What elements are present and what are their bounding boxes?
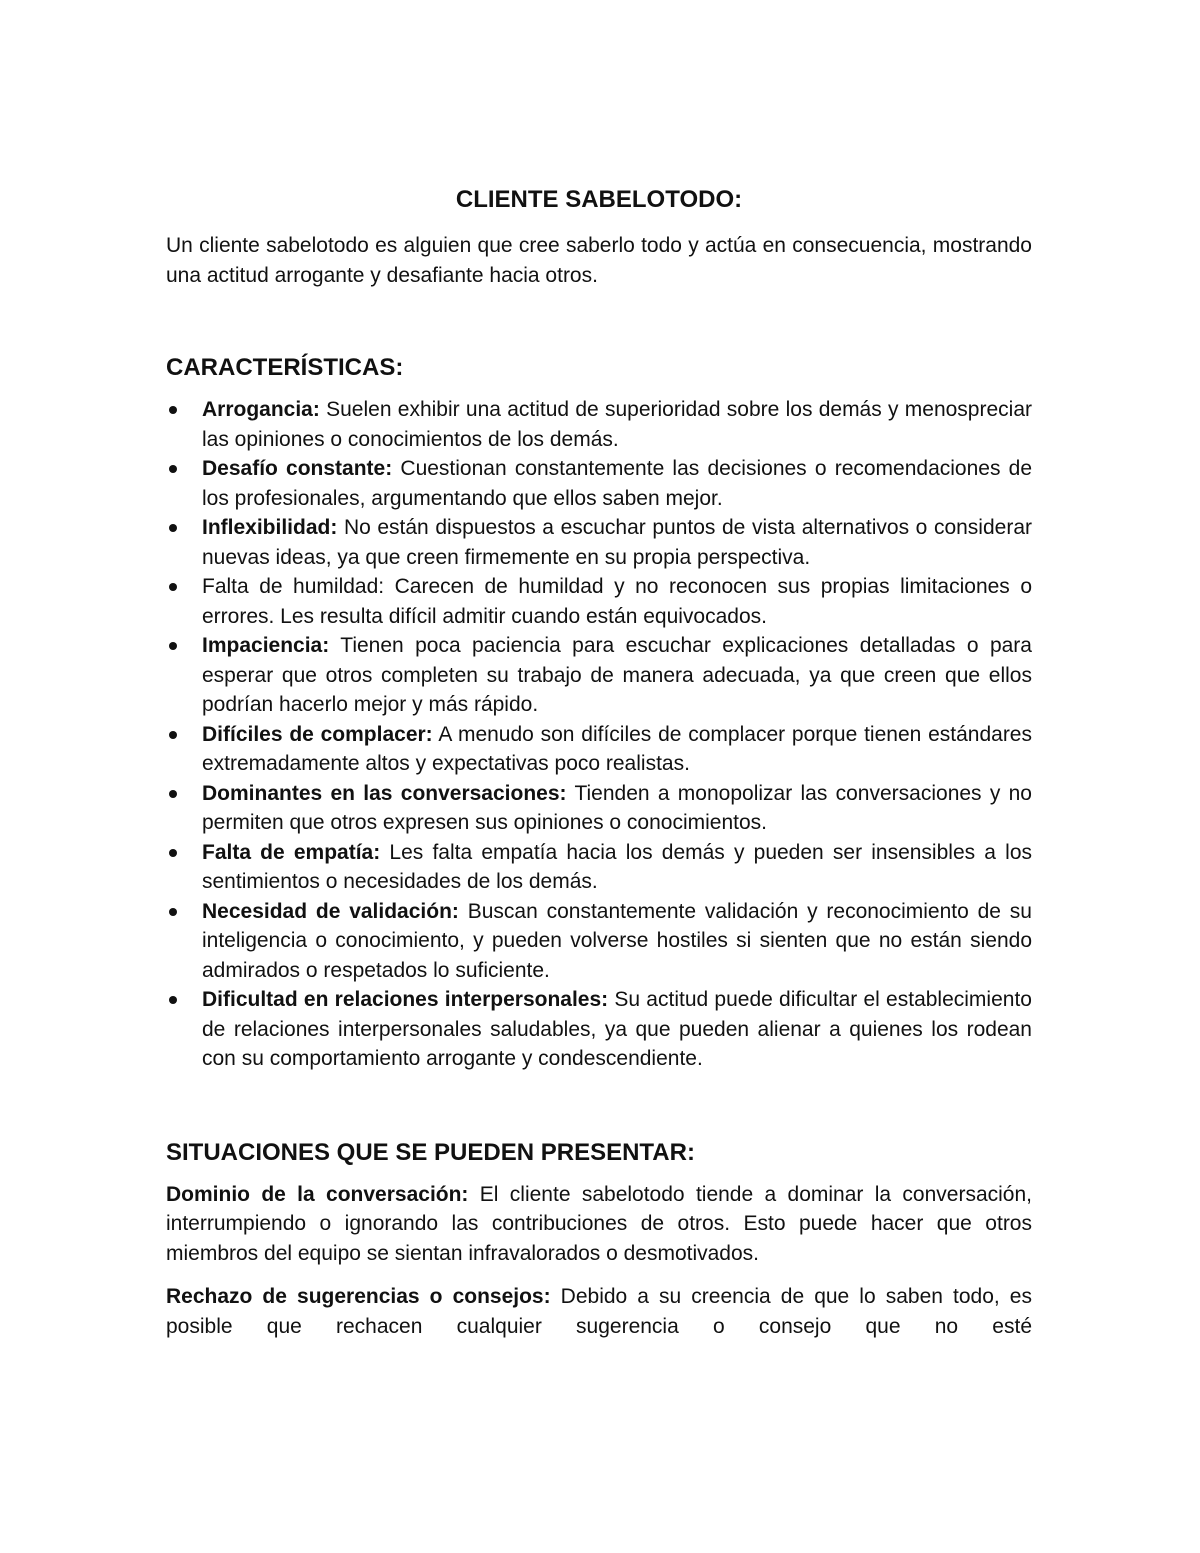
list-item — [166, 720, 1032, 779]
bullet-icon — [169, 406, 177, 414]
list-item — [166, 838, 1032, 897]
bullet-icon — [169, 908, 177, 916]
item-text: No están dispuestos a escuchar puntos de vista alternativos o considerar nuevas ideas, ya que creen firmemente en su propia perspectiva. — [202, 516, 1032, 569]
item-text: Cuestionan constantemente las decisiones o recomendaciones de los profesionales, argumentando que ellos saben mejor. — [202, 457, 1032, 510]
characteristics-heading: CARACTERÍSTICAS: — [166, 354, 404, 381]
list-item — [166, 897, 1032, 986]
list-item — [166, 572, 1032, 631]
item-text: Falta de humildad: Carecen de humildad y no reconocen sus propias limitaciones o errores. Les resulta difícil admitir cuando están equivocados. — [202, 575, 1032, 628]
list-item — [166, 779, 1032, 838]
list-item — [166, 985, 1032, 1074]
bullet-icon — [169, 465, 177, 473]
item-text: Tienden a monopolizar las conversaciones y no permiten que otros expresen sus opiniones o conocimientos. — [202, 781, 1032, 834]
item-term: Necesidad de validación: — [202, 899, 459, 923]
bullet-icon — [169, 790, 177, 798]
item-term: Impaciencia: — [202, 634, 330, 657]
bullet-icon — [169, 524, 177, 532]
situation-paragraph — [166, 1180, 1032, 1269]
bullet-icon — [169, 731, 177, 739]
item-text: Suelen exhibir una actitud de superioridad sobre los demás y menospreciar las opiniones o conocimientos de los demás. — [202, 398, 1032, 451]
bullet-icon — [169, 583, 177, 591]
list-item — [166, 631, 1032, 720]
characteristics-list — [166, 395, 1032, 1074]
list-item — [166, 395, 1032, 454]
bullet-icon — [169, 849, 177, 857]
item-term: Inflexibilidad: — [202, 516, 338, 539]
item-text: Buscan constantemente validación y reconocimiento de su inteligencia o conocimiento, y pueden volverse hostiles si sienten que no están siendo admirados o respetados lo suficiente. — [202, 899, 1032, 982]
list-item — [166, 454, 1032, 513]
item-text: A menudo son difíciles de complacer porque tienen estándares extremadamente altos y expectativas poco realistas. — [202, 722, 1032, 775]
bullet-icon — [169, 996, 177, 1004]
situation-text: El cliente sabelotodo tiende a dominar la conversación, interrumpiendo o ignorando las contribuciones de otros. Esto puede hacer que otros miembros del equipo se sientan infravalorados o desmotivados. — [166, 1182, 1032, 1265]
item-term: Arrogancia: — [202, 398, 320, 421]
item-term: Difíciles de complacer: — [202, 722, 433, 746]
situations-heading: SITUACIONES QUE SE PUEDEN PRESENTAR: — [166, 1138, 695, 1166]
item-term: Desafío constante: — [202, 457, 393, 480]
situation-paragraph — [166, 1282, 1032, 1341]
item-text: Su actitud puede dificultar el establecimiento de relaciones interpersonales saludables, ya que pueden alienar a quienes los rodean con su comportamiento arrogante y condescendiente. — [202, 988, 1032, 1070]
item-text: Tienen poca paciencia para escuchar explicaciones detalladas o para esperar que otros completen su trabajo de manera adecuada, ya que creen que ellos podrían hacerlo mejor y más rápido. — [202, 634, 1032, 716]
item-term: Dificultad en relaciones interpersonales: — [202, 988, 609, 1011]
situation-term: Rechazo de sugerencias o consejos: — [166, 1285, 551, 1308]
item-text: Les falta empatía hacia los demás y pueden ser insensibles a los sentimientos o necesidades de los demás. — [202, 840, 1032, 893]
item-term: Falta de empatía: — [202, 840, 381, 864]
situation-text: Debido a su creencia de que lo saben todo, es posible que rechacen cualquier sugerencia o consejo que no esté — [166, 1285, 1032, 1338]
item-term: Dominantes en las conversaciones: — [202, 781, 567, 805]
situation-term: Dominio de la conversación: — [166, 1182, 469, 1206]
document-title: CLIENTE SABELOTODO: — [455, 186, 743, 213]
bullet-icon — [169, 642, 177, 650]
document-page — [166, 185, 1032, 1355]
list-item — [166, 513, 1032, 572]
intro-paragraph: Un cliente sabelotodo es alguien que cree saberlo todo y actúa en consecuencia, mostrando una actitud arrogante y desafiante hacia otros. — [166, 234, 1032, 287]
